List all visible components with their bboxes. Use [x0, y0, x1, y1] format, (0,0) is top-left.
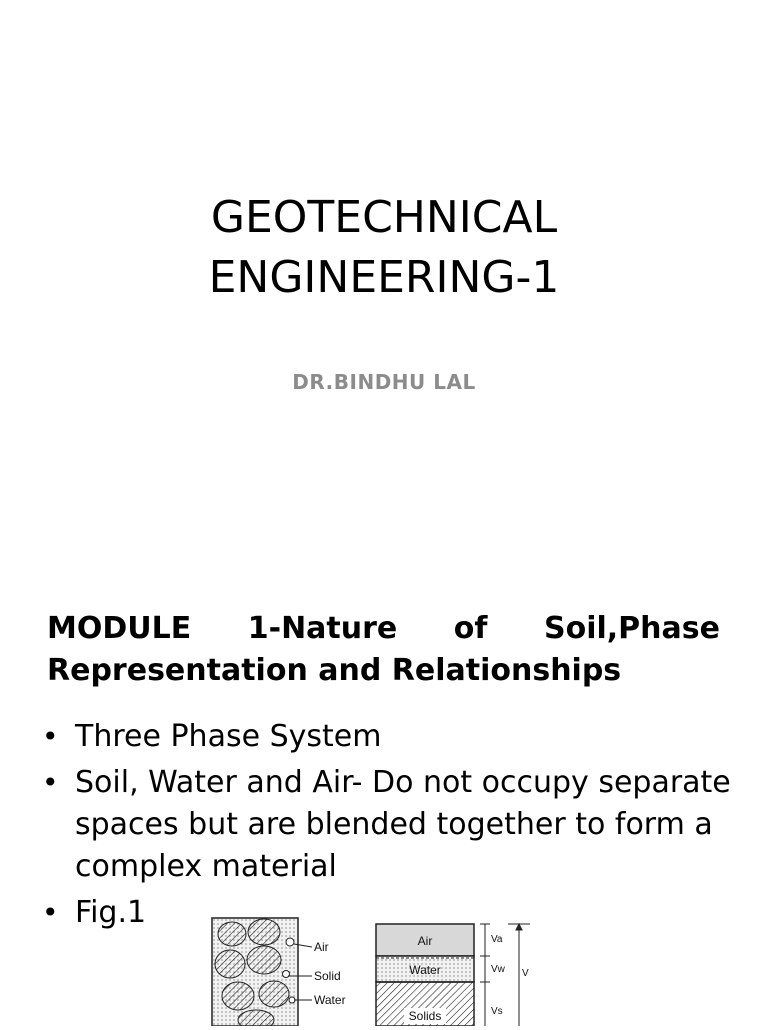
bullet-item: [42, 716, 742, 758]
bullet-text: Three Phase System: [75, 719, 382, 754]
block-label-water: Water: [409, 963, 441, 977]
slide-title: [0, 188, 768, 308]
title-line-1: GEOTECHNICAL: [210, 192, 558, 243]
title-line-2: ENGINEERING-1: [208, 252, 560, 303]
heading-word: MODULE: [47, 611, 192, 646]
bullet-dot-icon: •: [42, 766, 59, 799]
left-label-water: Water: [314, 993, 346, 1007]
dim-label-v: V: [522, 968, 529, 979]
bullet-list: [42, 716, 742, 938]
bullet-item: [42, 762, 742, 888]
heading-line-1: [47, 608, 720, 650]
heading-word: Soil,Phase: [543, 611, 720, 646]
soil-mass-sketch: [212, 918, 312, 1026]
three-phase-figure: [208, 914, 538, 1026]
author-subtitle: DR.BINDHU LAL: [292, 370, 476, 394]
bullet-dot-icon: •: [42, 896, 59, 929]
phase-diagram: [208, 914, 538, 1026]
left-label-air: Air: [314, 940, 329, 954]
heading-line-2: Representation and Relationships: [47, 653, 622, 688]
module-heading: [47, 608, 720, 692]
heading-word: 1-Nature: [247, 611, 398, 646]
dim-label-vw: Vw: [491, 964, 505, 975]
left-label-solid: Solid: [314, 969, 341, 983]
block-label-solids: Solids: [408, 1009, 442, 1023]
dim-label-va: Va: [491, 934, 503, 945]
bullet-text: Fig.1: [75, 895, 147, 930]
dim-label-vs: Vs: [491, 1006, 503, 1017]
heading-word: of: [453, 611, 488, 646]
bullet-text: Soil, Water and Air- Do not occupy separate spaces but are blended together to form a complex material: [75, 765, 731, 884]
module-slide: [0, 576, 768, 1024]
bullet-dot-icon: •: [42, 720, 59, 753]
block-label-air: Air: [417, 934, 433, 948]
